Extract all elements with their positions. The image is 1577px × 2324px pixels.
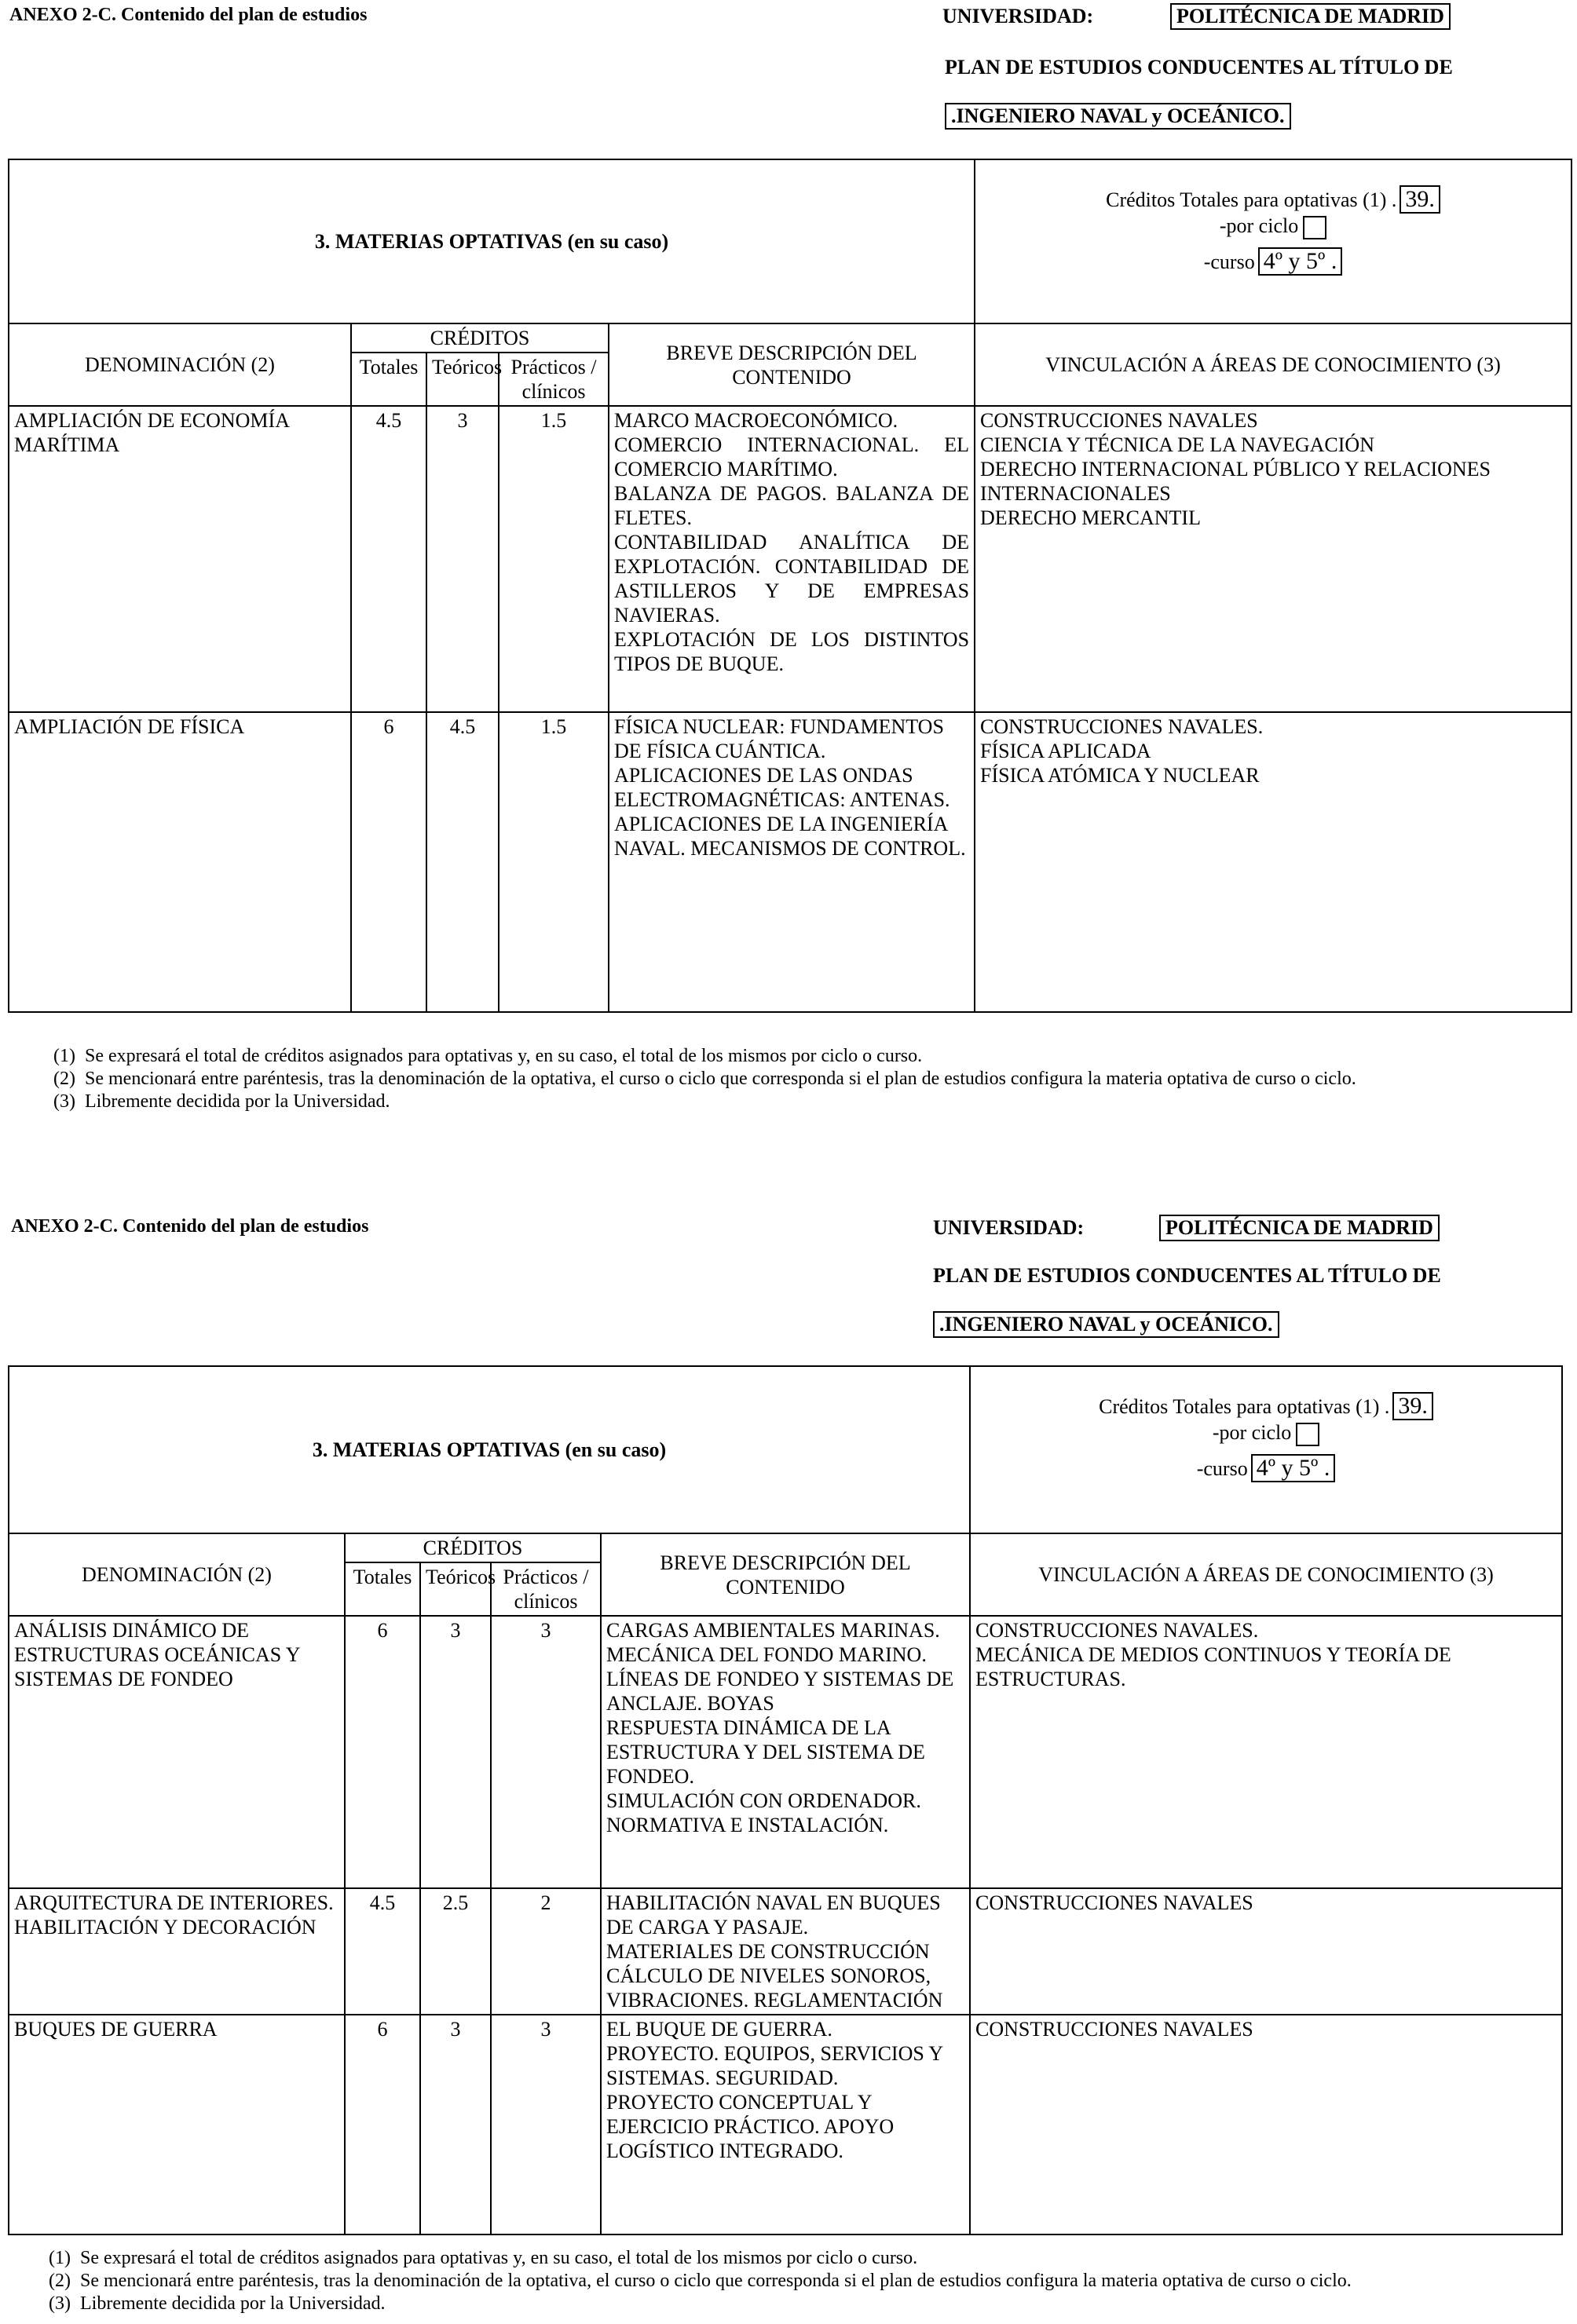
descripcion-line: EXPLOTACIÓN DE LOS DISTINTOS TIPOS DE BUQUE. — [614, 628, 970, 675]
col-vinculacion: VINCULACIÓN A ÁREAS DE CONOCIMIENTO (3) — [970, 1533, 1562, 1616]
row-descripcion — [609, 712, 975, 1012]
row-denominacion: BUQUES DE GUERRA — [9, 2015, 345, 2234]
vinculacion-line: FÍSICA APLICADA — [980, 740, 1151, 762]
row-practicos: 1.5 — [499, 712, 609, 1012]
table-row — [9, 1616, 1562, 1888]
curso-value: 4º y 5º . — [1251, 1454, 1336, 1482]
footnote: (3) Libremente decidida por la Universidad. — [53, 1091, 390, 1112]
table-row — [9, 406, 1572, 712]
col-vinculacion: VINCULACIÓN A ÁREAS DE CONOCIMIENTO (3) — [975, 323, 1572, 406]
row-vinculacion — [970, 2015, 1562, 2234]
descripcion-line: CONTABILIDAD ANALÍTICA DE EXPLOTACIÓN. CONTABILIDAD DE ASTILLEROS Y DE EMPRESAS NAVIERAS. — [614, 531, 970, 627]
descripcion-line: APLICACIONES DE LA INGENIERÍA NAVAL. MECANISMOS DE CONTROL. — [614, 813, 966, 860]
col-totales: Totales — [345, 1562, 420, 1616]
col-denominacion: DENOMINACIÓN (2) — [9, 323, 351, 406]
col-creditos: CRÉDITOS — [345, 1533, 601, 1562]
descripcion-line: RESPUESTA DINÁMICA DE LA ESTRUCTURA Y DEL SISTEMA DE FONDEO. — [606, 1716, 925, 1788]
row-descripcion — [601, 2015, 970, 2234]
row-vinculacion — [970, 1616, 1562, 1888]
vinculacion-line: FÍSICA ATÓMICA Y NUCLEAR — [980, 764, 1260, 787]
descripcion-line: EL BUQUE DE GUERRA. — [606, 2018, 832, 2041]
vinculacion-line: DERECHO INTERNACIONAL PÚBLICO Y RELACIONES INTERNACIONALES — [980, 458, 1491, 505]
anexo-heading: ANEXO 2-C. Contenido del plan de estudios — [11, 1216, 369, 1237]
por-ciclo-box — [1303, 216, 1326, 239]
universidad-label: UNIVERSIDAD: — [942, 5, 1094, 27]
descripcion-line: PROYECTO CONCEPTUAL Y EJERCICIO PRÁCTICO. APOYO LOGÍSTICO INTEGRADO. — [606, 2091, 895, 2162]
row-totales: 4.5 — [345, 1888, 420, 2015]
plan-title: PLAN DE ESTUDIOS CONDUCENTES AL TÍTULO DE — [933, 1264, 1441, 1287]
col-teoricos: Teóricos — [426, 353, 499, 406]
descripcion-line: MECÁNICA DEL FONDO MARINO. — [606, 1643, 927, 1666]
row-teoricos: 2.5 — [420, 1888, 491, 2015]
col-denominacion: DENOMINACIÓN (2) — [9, 1533, 345, 1616]
row-teoricos: 3 — [426, 406, 499, 712]
footnotes — [53, 1045, 1356, 1113]
vinculacion-line: CIENCIA Y TÉCNICA DE LA NAVEGACIÓN — [980, 433, 1374, 456]
por-ciclo-box — [1296, 1423, 1319, 1446]
curso-value: 4º y 5º . — [1258, 247, 1343, 276]
row-teoricos: 3 — [420, 1616, 491, 1888]
descripcion-line: NORMATIVA E INSTALACIÓN. — [606, 1814, 889, 1836]
footnote: (1) Se expresará el total de créditos asignados para optativas y, en su caso, el total de los mismos por ciclo o curso. — [53, 1046, 923, 1066]
descripcion-line: SIMULACIÓN CON ORDENADOR. — [606, 1789, 921, 1812]
creditos-totales-value: 39. — [1400, 185, 1440, 214]
degree-title: .INGENIERO NAVAL y OCEÁNICO. — [933, 1311, 1279, 1338]
descripcion-line: CARGAS AMBIENTALES MARINAS. — [606, 1619, 940, 1642]
row-teoricos: 4.5 — [426, 712, 499, 1012]
col-teoricos: Teóricos — [420, 1562, 491, 1616]
row-teoricos: 3 — [420, 2015, 491, 2234]
por-ciclo-label: -por ciclo — [1212, 1421, 1292, 1444]
vinculacion-line: CONSTRUCCIONES NAVALES — [980, 409, 1258, 432]
footnote: (2) Se mencionará entre paréntesis, tras la denominación de la optativa, el curso o ciclo que corresponda si el plan de estudios configura la materia optativa de curso o ciclo. — [53, 1069, 1356, 1089]
row-denominacion: AMPLIACIÓN DE ECONOMÍA MARÍTIMA — [9, 406, 351, 712]
row-descripcion — [601, 1888, 970, 2015]
row-practicos: 2 — [491, 1888, 601, 2015]
row-practicos: 3 — [491, 1616, 601, 1888]
vinculacion-line: CONSTRUCCIONES NAVALES. — [975, 1619, 1259, 1642]
descripcion-line: FÍSICA NUCLEAR: FUNDAMENTOS DE FÍSICA CUÁNTICA. — [614, 715, 944, 762]
section-title: 3. MATERIAS OPTATIVAS (en su caso) — [9, 1366, 970, 1533]
creditos-totales-label: Créditos Totales para optativas (1) . — [1106, 188, 1397, 211]
anexo-heading: ANEXO 2-C. Contenido del plan de estudios — [9, 5, 368, 25]
curso-label: -curso — [1203, 250, 1255, 274]
row-totales: 6 — [345, 1616, 420, 1888]
col-practicos: Prácticos / clínicos — [499, 353, 609, 406]
credits-summary — [970, 1366, 1562, 1533]
table-row — [9, 712, 1572, 1012]
descripcion-line: PROYECTO. EQUIPOS, SERVICIOS Y SISTEMAS. SEGURIDAD. — [606, 2042, 943, 2089]
degree-title: .INGENIERO NAVAL y OCEÁNICO. — [945, 103, 1291, 130]
col-descripcion: BREVE DESCRIPCIÓN DEL CONTENIDO — [601, 1533, 970, 1616]
creditos-totales-value: 39. — [1392, 1392, 1433, 1420]
col-descripcion: BREVE DESCRIPCIÓN DEL CONTENIDO — [609, 323, 975, 406]
row-denominacion: AMPLIACIÓN DE FÍSICA — [9, 712, 351, 1012]
optativas-table — [8, 159, 1572, 1013]
row-vinculacion — [970, 1888, 1562, 2015]
row-denominacion: ANÁLISIS DINÁMICO DE ESTRUCTURAS OCEÁNICAS Y SISTEMAS DE FONDEO — [9, 1616, 345, 1888]
universidad-value: POLITÉCNICA DE MADRID — [1170, 3, 1451, 30]
table-row — [9, 2015, 1562, 2234]
vinculacion-line: CONSTRUCCIONES NAVALES — [975, 1891, 1253, 1914]
footnotes — [49, 2247, 1352, 2315]
row-practicos: 3 — [491, 2015, 601, 2234]
footnote: (3) Libremente decidida por la Universidad. — [49, 2293, 386, 2314]
descripcion-line: CÁLCULO DE NIVELES SONOROS, VIBRACIONES. REGLAMENTACIÓN — [606, 1964, 943, 2012]
row-totales: 6 — [351, 712, 426, 1012]
table-row — [9, 1888, 1562, 2015]
optativas-table — [8, 1365, 1563, 2235]
descripcion-line: HABILITACIÓN NAVAL EN BUQUES DE CARGA Y PASAJE. — [606, 1891, 941, 1938]
footnote: (2) Se mencionará entre paréntesis, tras la denominación de la optativa, el curso o ciclo que corresponda si el plan de estudios configura la materia optativa de curso o ciclo. — [49, 2271, 1352, 2291]
row-descripcion — [601, 1616, 970, 1888]
descripcion-line: MATERIALES DE CONSTRUCCIÓN — [606, 1940, 930, 1963]
footnote: (1) Se expresará el total de créditos asignados para optativas y, en su caso, el total de los mismos por ciclo o curso. — [49, 2248, 918, 2268]
row-descripcion — [609, 406, 975, 712]
plan-title: PLAN DE ESTUDIOS CONDUCENTES AL TÍTULO DE — [945, 56, 1453, 79]
descripcion-line: LÍNEAS DE FONDEO Y SISTEMAS DE ANCLAJE. BOYAS — [606, 1668, 954, 1715]
vinculacion-line: MECÁNICA DE MEDIOS CONTINUOS Y TEORÍA DE ESTRUCTURAS. — [975, 1643, 1451, 1690]
row-vinculacion — [975, 406, 1572, 712]
descripcion-line: MARCO MACROECONÓMICO. — [614, 409, 898, 432]
vinculacion-line: DERECHO MERCANTIL — [980, 506, 1201, 529]
col-creditos: CRÉDITOS — [351, 323, 609, 353]
vinculacion-line: CONSTRUCCIONES NAVALES. — [980, 715, 1264, 738]
col-practicos: Prácticos / clínicos — [491, 1562, 601, 1616]
col-totales: Totales — [351, 353, 426, 406]
row-totales: 4.5 — [351, 406, 426, 712]
row-vinculacion — [975, 712, 1572, 1012]
vinculacion-line: CONSTRUCCIONES NAVALES — [975, 2018, 1253, 2041]
creditos-totales-label: Créditos Totales para optativas (1) . — [1099, 1395, 1390, 1418]
row-denominacion: ARQUITECTURA DE INTERIORES. HABILITACIÓN Y DECORACIÓN — [9, 1888, 345, 2015]
descripcion-line: COMERCIO INTERNACIONAL. EL COMERCIO MARÍTIMO. — [614, 433, 970, 481]
credits-summary — [975, 159, 1572, 323]
universidad-label: UNIVERSIDAD: — [933, 1216, 1085, 1239]
row-totales: 6 — [345, 2015, 420, 2234]
universidad-value: POLITÉCNICA DE MADRID — [1159, 1215, 1440, 1241]
section-title: 3. MATERIAS OPTATIVAS (en su caso) — [9, 159, 975, 323]
por-ciclo-label: -por ciclo — [1219, 214, 1299, 237]
row-practicos: 1.5 — [499, 406, 609, 712]
descripcion-line: BALANZA DE PAGOS. BALANZA DE FLETES. — [614, 482, 970, 529]
descripcion-line: APLICACIONES DE LAS ONDAS ELECTROMAGNÉTICAS: ANTENAS. — [614, 764, 950, 811]
curso-label: -curso — [1196, 1457, 1248, 1481]
